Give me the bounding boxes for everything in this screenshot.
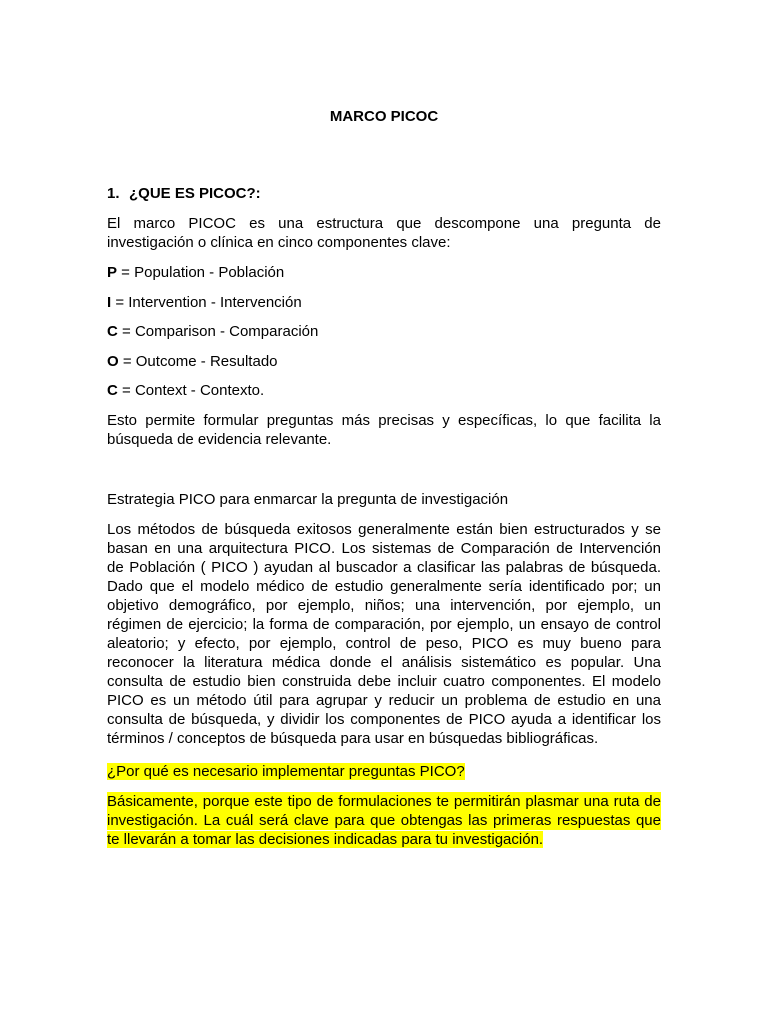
section-heading-text: ¿QUE ES PICOC?: xyxy=(129,185,261,202)
strategy-line: PICO es un método útil para agrupar y reducir un problema de estudio en una xyxy=(107,692,661,709)
component-text: = Intervention - Intervención xyxy=(111,294,302,311)
component-letter: C xyxy=(107,382,118,399)
answer-line xyxy=(107,830,661,849)
strategy-line: aleatorio; y efecto, por ejemplo, control de peso, PICO es muy bueno para xyxy=(107,635,661,652)
answer-paragraph xyxy=(107,792,661,849)
strategy-line: basan en una arquitectura PICO. Los sistemas de Comparación de Intervención xyxy=(107,540,661,557)
intro-line: El marco PICOC es una estructura que descompone una pregunta de xyxy=(107,215,661,232)
strategy-line: régimen de ejercicio; la forma de comparación, por ejemplo, un ensayo de control xyxy=(107,616,661,633)
component-item-comparison xyxy=(107,322,661,341)
intro-paragraph xyxy=(107,214,661,252)
component-item-intervention xyxy=(107,293,661,312)
component-item-population xyxy=(107,263,661,282)
strategy-line: consulta de búsqueda, y dividir los componentes de PICO ayuda a identificar los xyxy=(107,711,661,728)
summary-line: búsqueda de evidencia relevante. xyxy=(107,431,332,448)
intro-line: investigación o clínica en cinco componentes clave: xyxy=(107,234,451,251)
strategy-line: reconocer la literatura médica donde el análisis sistemático es popular. Una xyxy=(107,654,661,671)
strategy-line: Los métodos de búsqueda exitosos generalmente están bien estructurados y se xyxy=(107,521,661,538)
question-highlight: ¿Por qué es necesario implementar preguntas PICO? xyxy=(107,763,465,780)
document-title: MARCO PICOC xyxy=(329,108,439,125)
component-text: = Outcome - Resultado xyxy=(118,353,278,370)
strategy-heading: Estrategia PICO para enmarcar la pregunta de investigación xyxy=(107,491,509,508)
answer-line xyxy=(107,811,661,830)
strategy-line: de Población ( PICO ) ayudan al buscador a clasificar las palabras de búsqueda. xyxy=(107,559,661,576)
strategy-line: objetivo demográfico, por ejemplo, niños; una intervención, por ejemplo, un xyxy=(107,597,661,614)
component-letter: O xyxy=(107,353,119,370)
strategy-line: Dado que el modelo médico de estudio generalmente sería identificado por; un xyxy=(107,578,661,595)
component-text: = Comparison - Comparación xyxy=(117,323,319,340)
component-item-context xyxy=(107,381,661,400)
component-letter: C xyxy=(107,323,118,340)
component-text: = Context - Contexto. xyxy=(117,382,265,399)
answer-line xyxy=(107,792,661,811)
section-heading xyxy=(107,184,261,203)
answer-highlight: Básicamente, porque este tipo de formulaciones te permitirán plasmar una ruta de xyxy=(107,793,661,810)
strategy-line: términos / conceptos de búsqueda para usar en búsquedas bibliográficas. xyxy=(107,730,599,747)
component-text: = Population - Población xyxy=(117,264,285,281)
strategy-line: consulta de estudio bien construida debe incluir cuatro componentes. El modelo xyxy=(107,673,661,690)
answer-highlight: te llevarán a tomar las decisiones indicadas para tu investigación. xyxy=(107,831,544,848)
component-item-outcome xyxy=(107,352,661,371)
question-line xyxy=(107,762,661,781)
component-letter: P xyxy=(107,264,118,281)
section-number: 1. xyxy=(107,185,120,202)
strategy-paragraph xyxy=(107,520,661,748)
summary-line: Esto permite formular preguntas más precisas y específicas, lo que facilita la xyxy=(107,412,661,429)
answer-highlight: investigación. La cuál será clave para que obtengas las primeras respuestas que xyxy=(107,812,661,829)
summary-paragraph xyxy=(107,411,661,449)
component-letter: I xyxy=(107,294,112,311)
